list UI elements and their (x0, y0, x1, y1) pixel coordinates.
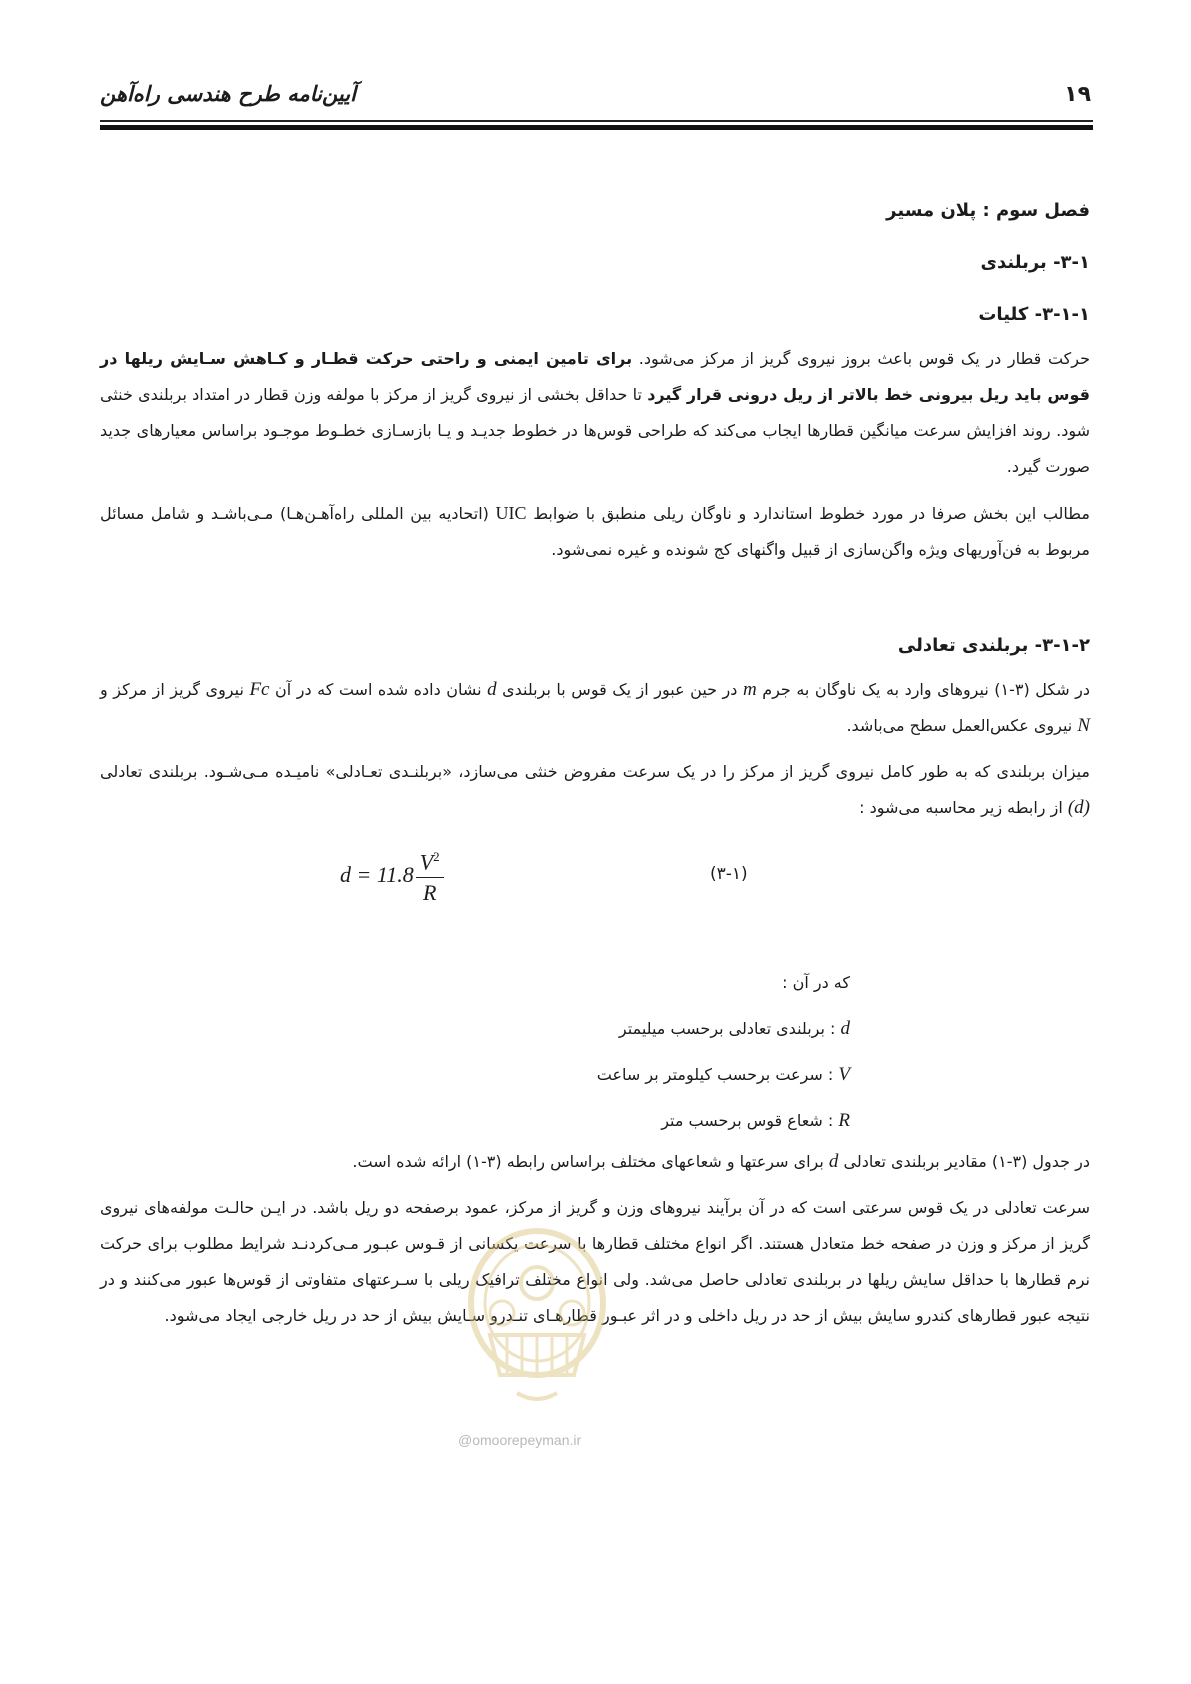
definition-text: : سرعت برحسب کیلومتر بر ساعت (596, 1065, 839, 1084)
section-heading: ۳-۱- بربلندی (980, 252, 1090, 273)
formula-denominator: R (422, 880, 437, 906)
symbol-m: m (742, 679, 757, 700)
paragraph-table-part: در جدول (۳-۱) مقادیر بربلندی تعادلی (838, 1152, 1090, 1171)
definitions-intro: که در آن : (782, 973, 850, 992)
paragraph-forces-part: در حین عبور از یک قوس با بربلندی (496, 680, 743, 699)
equation-number: (۳-۱) (710, 864, 748, 884)
page-content (100, 185, 1090, 1344)
paragraph-scope-part: (اتحادیه بین المللی راه‌آهـن‌هـا) مـی‌باشـد و شامل مسائل مربوط به فن‌آوریهای ویژه واگن‌سازی از قبیل واگنهای کج شونده و غیره نمی‌شود. (100, 504, 1090, 559)
paragraph-definition-part: از رابطه زیر محاسبه می‌شود : (859, 798, 1068, 817)
definition-r (100, 1098, 850, 1144)
formula-exponent: 2 (433, 849, 440, 864)
paragraph-table-part: برای سرعتها و شعاعهای مختلف براساس رابطه (۳-۱) ارائه شده است. (352, 1152, 829, 1171)
paragraph-forces (100, 672, 1090, 744)
running-header-title: آیین‌نامه طرح هندسی راه‌آهن (100, 82, 356, 106)
paragraph-intro (100, 341, 1090, 485)
symbol-d: d (487, 679, 497, 700)
symbol-fc: Fc (249, 679, 270, 700)
symbol-d-paren: (d) (1067, 797, 1090, 818)
page-number: ۱۹ (1064, 82, 1091, 107)
definition-d (100, 1006, 850, 1052)
subsection-heading-general: ۳-۱-۱- کلیات (978, 304, 1090, 325)
formula-fraction (416, 842, 444, 908)
definition-v (100, 1052, 850, 1098)
definition-text: : بربلندی تعادلی برحسب میلیمتر (618, 1019, 841, 1038)
paragraph-table-reference (100, 1144, 1090, 1180)
formula-block (100, 836, 1090, 920)
subsection-heading-equilibrium: ۳-۱-۲- بربلندی تعادلی (897, 635, 1090, 656)
definition-symbol: V (838, 1064, 850, 1085)
paragraph-forces-part: نشان داده شده است که در آن (269, 680, 488, 699)
formula-numerator (416, 842, 444, 878)
paragraph-definition (100, 754, 1090, 826)
cant-formula (340, 842, 444, 908)
paragraph-scope-part: مطالب این بخش صرفا در مورد خطوط استاندارد و ناوگان ریلی منطبق با ضوابط (526, 504, 1091, 523)
definition-symbol: d (840, 1018, 850, 1039)
paragraph-intro-bold: برای تامین ایمنی و راحتی حرکت قطـار و کـاهش سـایش ریلها در قوس باید ریل بیرونی خط بالاتر از ریل درونی قرار گیرد (100, 349, 1091, 404)
symbol-n: N (1077, 715, 1090, 736)
paragraph-definition-part: میزان بربلندی که به طور کامل نیروی گریز از مرکز را در یک سرعت مفروض خنثی می‌سازد، «بربلنـدی تعـادلی» نامیـده مـی‌شـود. بربلندی تعادلی (100, 762, 1090, 781)
chapter-heading: فصل سوم : پلان مسیر (886, 200, 1090, 221)
definition-symbol: R (838, 1110, 850, 1131)
paragraph-intro-part: حرکت قطار در یک قوس باعث بروز نیروی گریز از مرکز می‌شود. (632, 349, 1090, 368)
paragraph-intro-part: تا حداقل بخشی از نیروی گریز از مرکز با مولفه وزن قطار در امتداد بربلندی خنثی شود. روند افزایش سرعت میانگین قطارها ایجاب می‌کند که طراحی قوس‌ها در خطوط جدیـد و یـا بازسـازی خطـوط موجـود براساس معیارهای جدید صورت گیرد. (100, 385, 1090, 476)
header-rule-thin (100, 120, 1093, 122)
paragraph-equilibrium-speed: سرعت تعادلی در یک قوس سرعتی است که در آن برآیند نیروهای وزن و گریز از مرکز، عمود برصفحه دو ریل باشد. در ایـن حالـت مولفه‌های نیروی گریز از مرکز و وزن در صفحه خط متعادل هستند. اگر انواع مختلف قطارها با سرعت یکسانی از قـوس عبـور مـی‌کردنـد شرایط مطلوب برای حرکت نرم قطارها با حداقل سایش ریلها در بربلندی تعادلی حاصل می‌شد. ولی انواع مختلف ترافیک ریلی با سـرعتهای متفاوتی از قوس‌ها عبور می‌کنند و در نتیجه عبور قطارهای کندرو سایش بیش از حد در ریل داخلی و در اثر عبـور قطارهـای تنـدرو سـایش بیش از حد در ریل خارجی ایجاد می‌شود. (100, 1198, 1090, 1325)
formula-numerator-var: V (419, 849, 434, 875)
symbol-d-table: d (828, 1151, 839, 1172)
definition-text: : شعاع قوس برحسب متر (661, 1111, 839, 1130)
header-rule-thick (100, 125, 1093, 130)
paragraph-forces-part: نیروی گریز از مرکز و (100, 680, 250, 699)
paragraph-forces-part: نیروی عکس‌العمل سطح می‌باشد. (846, 716, 1078, 735)
uic-abbreviation: UIC (495, 503, 527, 523)
variable-definitions (100, 960, 850, 1144)
paragraph-scope (100, 495, 1090, 568)
watermark-url: @omoorepeyman.ir (458, 1432, 582, 1448)
watermark-seal-icon (462, 1225, 612, 1410)
formula-lhs: d = 11.8 (340, 862, 414, 888)
paragraph-forces-part: در شکل (۳-۱) نیروهای وارد به یک ناوگان به جرم (756, 680, 1091, 699)
